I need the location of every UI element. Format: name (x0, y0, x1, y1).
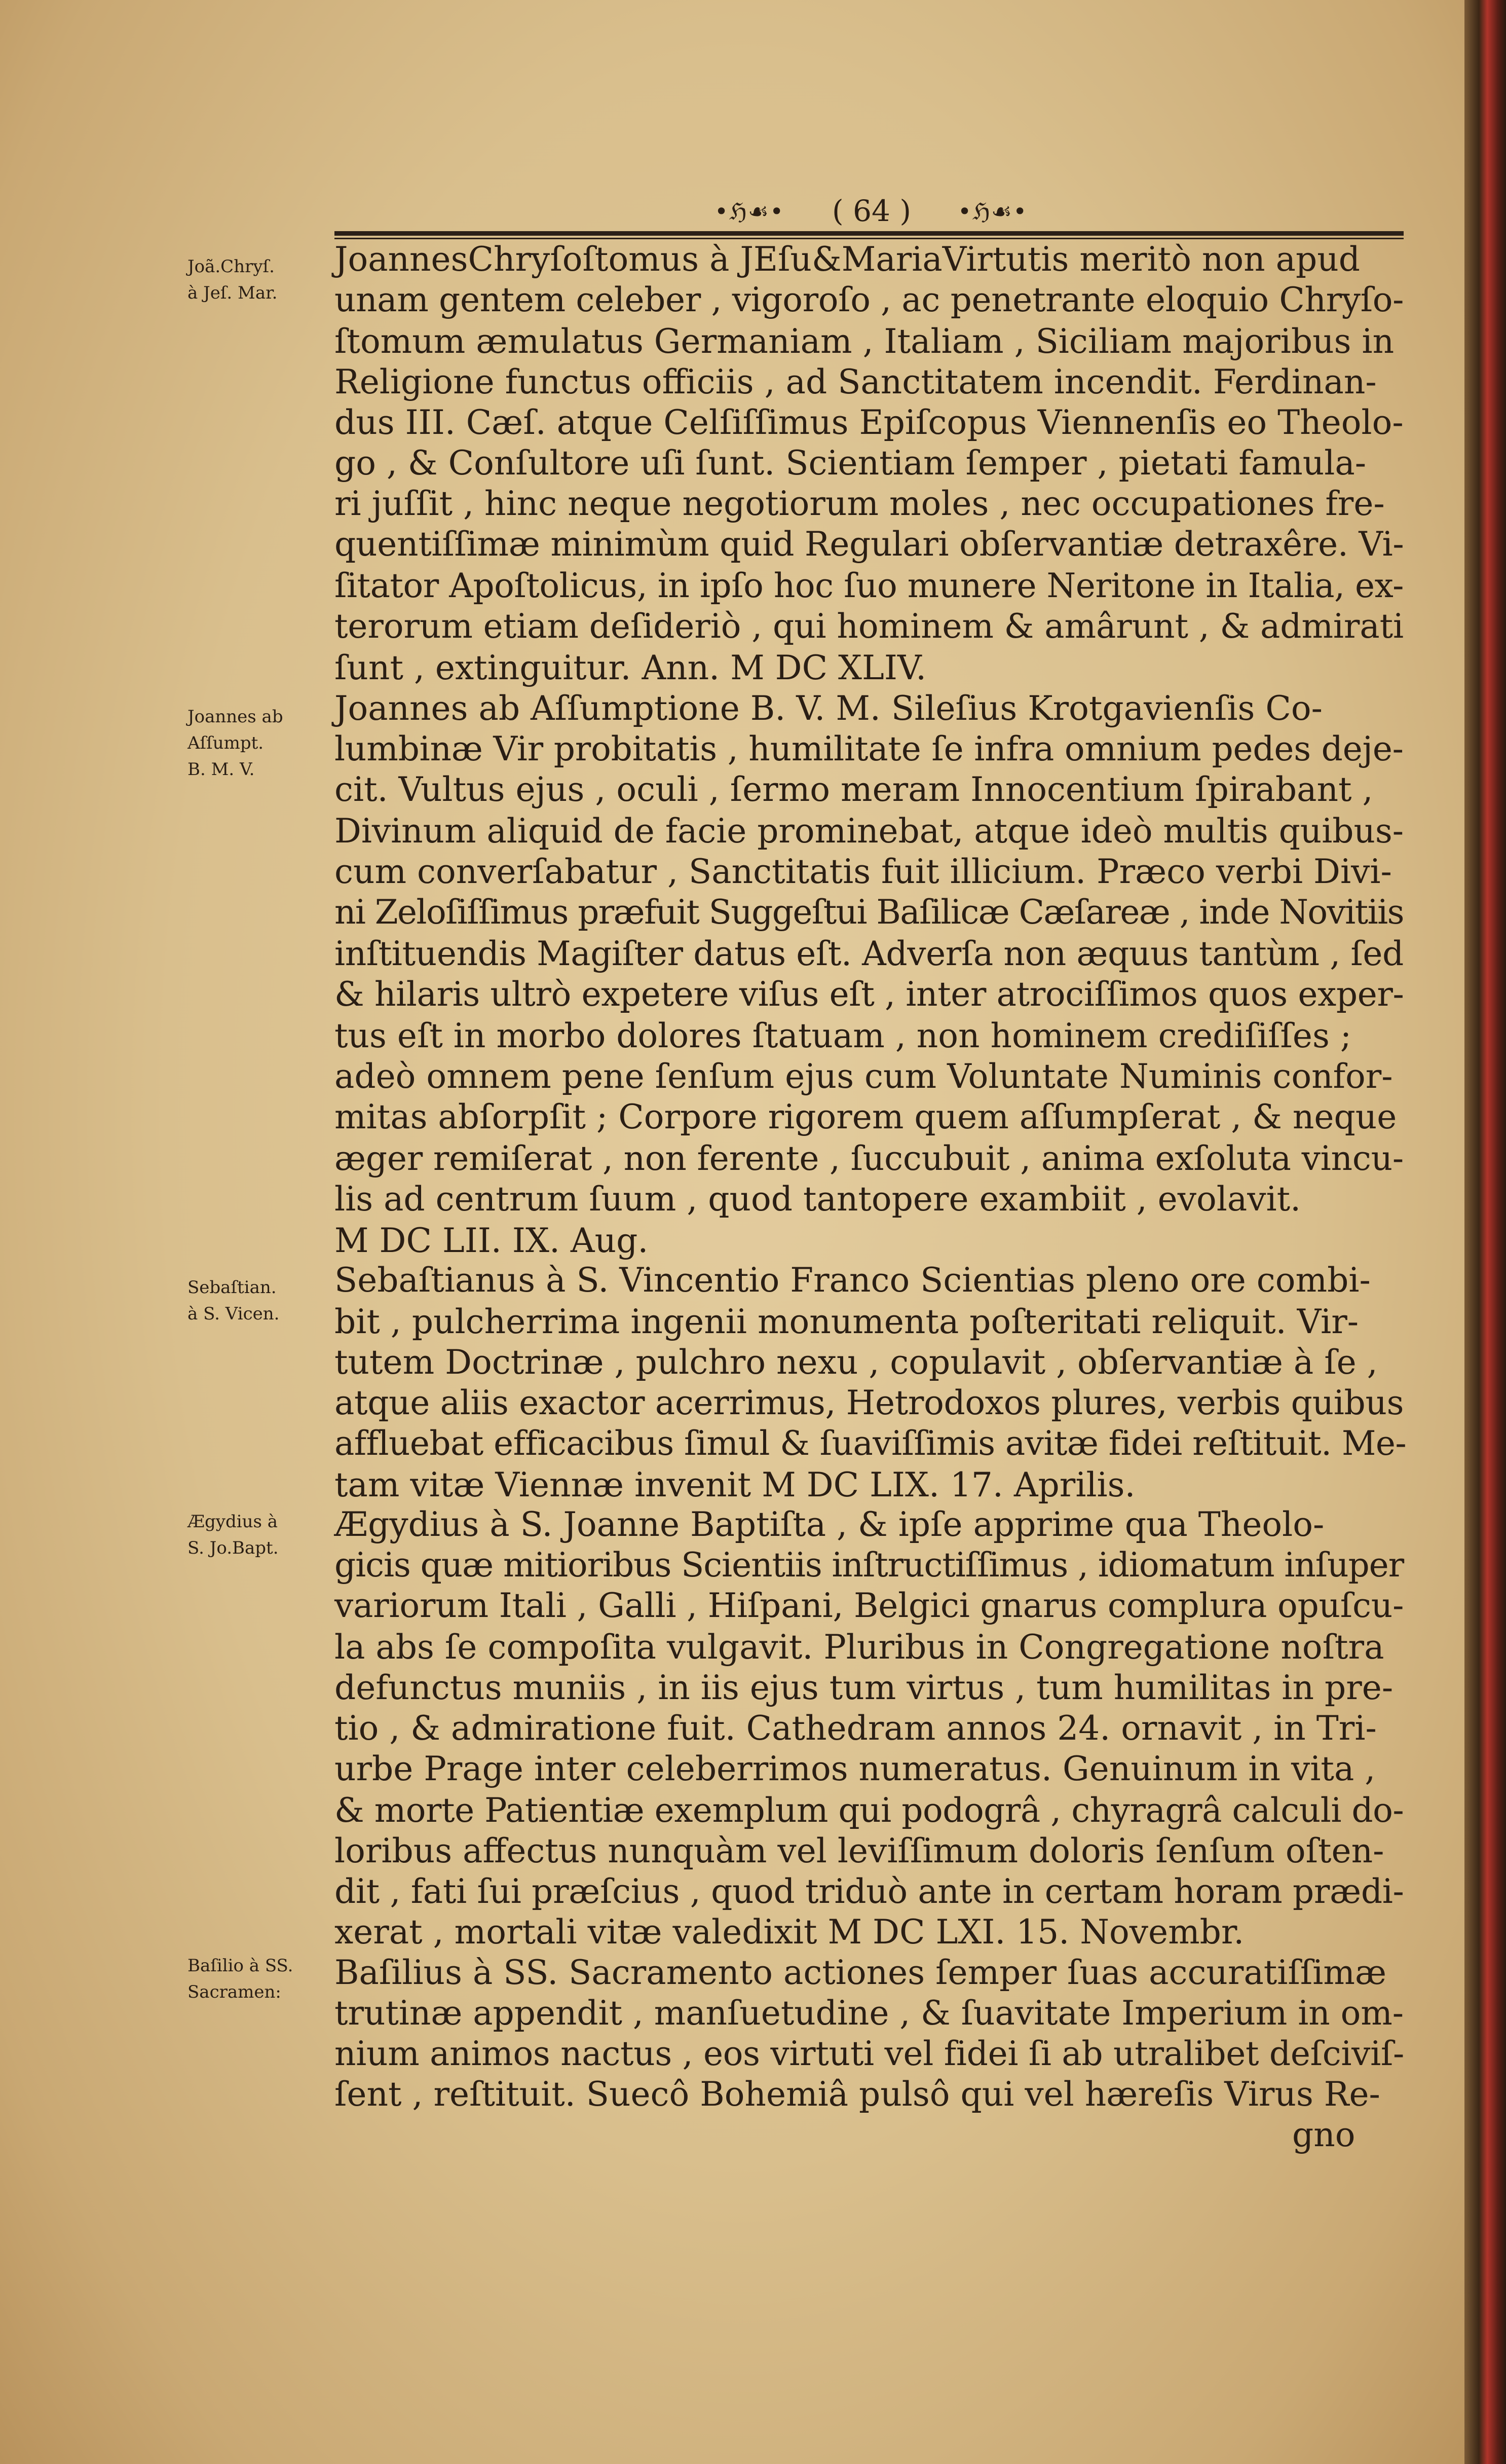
body-line: tutem Doctrinæ , pulchro nexu , copulavit , obſervantiæ à ſe , (334, 1343, 1378, 1382)
body-line: ni Zeloſiſſimus præfuit Suggeſtui Baſilicæ Cæſareæ , inde Novitiis (334, 893, 1404, 932)
body-line: atque aliis exactor acerrimus, Hetrodoxos plures, verbis quibus (334, 1383, 1404, 1422)
body-line: affluebat efficacibus ſimul & ſuaviſſimis avitæ fidei reſtituit. Me- (334, 1424, 1407, 1463)
sidenote-line: S. Jo.Bapt. (187, 1538, 279, 1558)
body-line: nium animos nactus , eos virtuti vel fidei ſi ab utralibet deſciviſ- (334, 2034, 1405, 2073)
body-line: lis ad centrum ſuum , quod tantopere exambiit , evolavit. (334, 1180, 1301, 1219)
body-line: adeò omnem pene ſenſum ejus cum Voluntate Numinis confor- (334, 1057, 1393, 1096)
sidenote-line: Aſſumpt. (187, 733, 264, 753)
body-line: unam gentem celeber , vigoroſo , ac penetrante eloquio Chryſo- (334, 280, 1404, 319)
body-line: urbe Prage inter celeberrimos numeratus. Genuinum in vita , (334, 1749, 1376, 1788)
sidenote-line: à Jeſ. Mar. (187, 283, 278, 303)
body-line: inſtituendis Magiſter datus eſt. Adverſa non æquus tantùm , ſed (334, 934, 1404, 973)
body-line: tam vitæ Viennæ invenit M DC LIX. 17. Aprilis. (334, 1465, 1136, 1504)
header-rule-thick (334, 231, 1404, 236)
sidenote-joannes-ab-assumptione (187, 704, 334, 783)
body-line: cit. Vultus ejus , oculi , ſermo meram Innocentium ſpirabant , (334, 770, 1373, 809)
body-line: tus eſt in morbo dolores ſtatuam , non hominem crediſiſſes ; (334, 1016, 1352, 1055)
catchword: gno (1292, 2115, 1356, 2154)
body-line: gicis quæ mitioribus Scientiis inſtructiſſimus , idiomatum inſuper (334, 1546, 1404, 1585)
body-line: & morte Patientiæ exemplum qui podogrâ , chyragrâ calculi do- (334, 1791, 1404, 1830)
sidenote-sebastianus (187, 1274, 334, 1327)
body-line: trutinæ appendit , manſuetudine , & ſuavitate Imperium in om- (334, 1994, 1404, 2033)
body-line: æger remiſerat , non ferente , ſuccubuit , anima exſoluta vincu- (334, 1139, 1404, 1178)
body-line: lumbinæ Vir probitatis , humilitate ſe infra omnium pedes deje- (334, 729, 1404, 768)
sidenote-line: Joã.Chryſ. (187, 256, 275, 277)
sidenote-aegydius (187, 1509, 334, 1561)
header-ornament-left: •ℌ☙• (714, 198, 785, 225)
body-line: xerat , mortali vitæ valedixit M DC LXI. 15. Novembr. (334, 1913, 1245, 1952)
body-line: Baſilius à SS. Sacramento actiones ſemper ſuas accuratiſſimæ (334, 1953, 1387, 1992)
body-line: bit , pulcherrima ingenii monumenta poſteritati reliquit. Vir- (334, 1302, 1359, 1341)
sidenote-line: Ægydius à (187, 1512, 278, 1532)
sidenote-joannes-chrysostomus (187, 253, 334, 306)
body-line: la abs ſe compoſita vulgavit. Pluribus in Congregatione noſtra (334, 1628, 1384, 1667)
sidenote-line: Sacramen: (187, 1982, 281, 2002)
body-line: ſitator Apoſtolicus, in ipſo hoc ſuo munere Neritone in Italia, ex- (334, 566, 1404, 605)
body-line: terorum etiam deſideriò , qui hominem & amârunt , & admirati (334, 607, 1404, 646)
body-line: ſent , reſtituit. Suecô Bohemiâ pulsô qui vel hæreſis Virus Re- (334, 2075, 1380, 2114)
page-number: ( 64 ) (832, 194, 911, 228)
body-line: ſunt , extinguitur. Ann. M DC XLIV. (334, 648, 927, 687)
body-line: ſtomum æmulatus Germaniam , Italiam , Siciliam majoribus in (334, 322, 1395, 361)
body-line: cum converſabatur , Sanctitatis fuit illicium. Præco verbi Divi- (334, 852, 1392, 891)
body-line: loribus affectus nunquàm vel leviſſimum doloris ſenſum oſten- (334, 1831, 1384, 1870)
body-line: mitas abſorpſit ; Corpore rigorem quem aſſumpſerat , & neque (334, 1097, 1397, 1136)
body-line: M DC LII. IX. Aug. (334, 1221, 649, 1260)
body-line: JoannesChryſoſtomus à JEſu&MariaVirtutis meritò non apud (334, 240, 1360, 279)
body-line: Joannes ab Aſſumptione B. V. M. Sileſius Krotgavienſis Co- (334, 689, 1323, 728)
body-line: dit , fati ſui præſcius , quod triduò ante in certam horam prædi- (334, 1872, 1404, 1911)
body-line: Religione functus officiis , ad Sanctitatem incendit. Ferdinan- (334, 362, 1377, 401)
body-line: Divinum aliquid de facie prominebat, atque ideò multis quibus- (334, 812, 1404, 851)
sidenote-line: à S. Vicen. (187, 1304, 280, 1324)
body-line: Ægydius à S. Joanne Baptiſta , & ipſe apprime qua Theolo- (334, 1505, 1325, 1544)
book-binding-edge (1464, 0, 1506, 2464)
sidenote-line: Baſilio à SS. (187, 1956, 293, 1976)
sidenote-basilius (187, 1953, 334, 2005)
header-ornament-right: •ℌ☙• (958, 198, 1028, 225)
sidenote-line: Sebaſtian. (187, 1277, 277, 1298)
body-line: ri juſſit , hinc neque negotiorum moles , nec occupationes fre- (334, 484, 1385, 523)
body-line: go , & Conſultore uſi ſunt. Scientiam ſemper , pietati famula- (334, 444, 1367, 483)
body-line: tio , & admiratione fuit. Cathedram annos 24. ornavit , in Tri- (334, 1709, 1377, 1748)
body-line: dus III. Cæſ. atque Celſiſſimus Epiſcopus Viennenſis eo Theolo- (334, 403, 1404, 442)
sidenote-line: B. M. V. (187, 759, 255, 780)
body-line: variorum Itali , Galli , Hiſpani, Belgici gnarus complura opuſcu- (334, 1586, 1404, 1625)
body-line: Sebaſtianus à S. Vincentio Franco Scientias pleno ore combi- (334, 1261, 1371, 1300)
body-line: quentiſſimæ minimùm quid Regulari obſervantiæ detraxêre. Vi- (334, 525, 1404, 564)
body-line: & hilaris ultrò expetere viſus eſt , inter atrociſſimos quos exper- (334, 975, 1404, 1014)
page-header (633, 193, 1434, 228)
sidenote-line: Joannes ab (187, 707, 283, 727)
body-line: defunctus muniis , in iis ejus tum virtus , tum humilitas in pre- (334, 1668, 1394, 1707)
